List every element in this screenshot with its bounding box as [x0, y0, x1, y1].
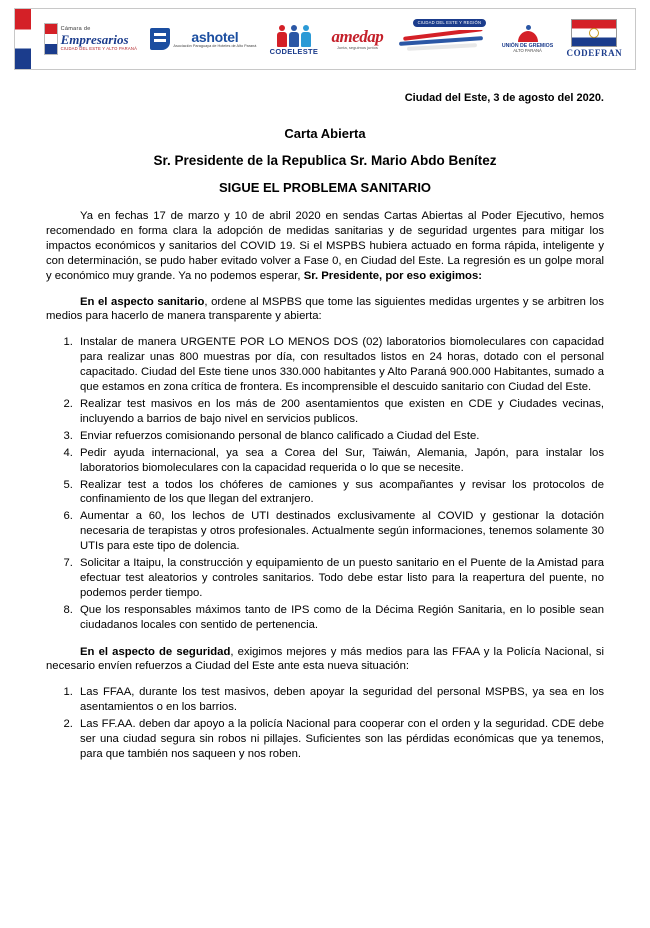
logo-amedap-line1: amedap	[331, 26, 384, 46]
swoosh-icon	[397, 30, 489, 54]
logo-ashotel	[150, 28, 256, 50]
logo-camara-line2: Empresarios	[60, 31, 129, 47]
list-item: 8. Que los responsables máximos tanto de IPS como de la Décima Región Sanitaria, en lo posible sean ciudadanos locales con sentido de pertenencia.	[76, 603, 604, 633]
paraguay-flag-icon	[571, 19, 617, 47]
logo-camara-empresarios	[44, 23, 137, 55]
logo-ashotel-line2: Asociación Paraguaya de Hoteles de Alto Paraná	[173, 44, 257, 49]
list-item: 2. Las FF.AA. deben dar apoyo a la policía Nacional para cooperar con el orden y la seguridad. CDE debe ser una ciudad segura sin robos ni pillajes. Suficientes son las pérdidas económicas que ya tenemos, para que también nos saqueen y nos roben.	[76, 717, 604, 762]
letterhead-banner	[14, 8, 636, 70]
title-block	[46, 126, 604, 195]
section2-lead	[46, 645, 604, 675]
section1-lead	[46, 295, 604, 325]
list-item: 3. Enviar refuerzos comisionando personal de blanco calificado a Ciudad del Este.	[76, 429, 604, 444]
logo-cde-region-line1: CIUDAD DEL ESTE Y REGIÓN	[413, 19, 487, 27]
people-figures-icon	[277, 23, 311, 47]
section1-lead-bold: En el aspecto sanitario	[80, 295, 205, 308]
intro-bold-tail: Sr. Presidente, por eso exigimos:	[303, 269, 482, 282]
section1-list	[46, 335, 604, 632]
intro-text: Ya en fechas 17 de marzo y 10 de abril 2020 en sendas Cartas Abiertas al Poder Ejecutivo, hemos recomendado en forma clara la adopción de medidas sanitarias y de seguridad urgentes para mitigar los impactos económicos y sanitarios del COVID 19. Si el MSPBS hubiera actuado en forma rápida, inteligente y con determinación, se pudo haber evitado volver a Fase 0, en Ciudad del Este. La regresión es un golpe moral y económico muy grande. Ya no podemos esperar,	[46, 210, 604, 282]
list-item: 4. Pedir ayuda internacional, ya sea a Corea del Sur, Taiwán, Alemania, Japón, para instalar los laboratorios biomoleculares con la capacidad requerida o lo que se necesite.	[76, 446, 604, 476]
logo-ashotel-line1: ashotel	[191, 28, 239, 45]
list-item: 5. Realizar test a todos los chóferes de camiones y sus acompañantes y revisar los protocolos de confinamiento de los que llegan del extranjero.	[76, 478, 604, 508]
flag-stripe-decoration	[15, 9, 31, 69]
logo-camara-line1: Cámara de	[60, 26, 91, 33]
logo-camara-line3: CIUDAD DEL ESTE Y ALTO PARANÁ	[60, 45, 138, 51]
logo-amedap	[332, 28, 384, 50]
date-line: Ciudad del Este, 3 de agosto del 2020.	[404, 92, 604, 104]
logo-amedap-line2: Junta, seguimos juntos	[336, 44, 378, 50]
paraguay-flag-icon	[44, 23, 58, 55]
logo-codeleste	[270, 23, 319, 56]
list-item: 1. Las FFAA, durante los test masivos, deben apoyar la seguridad del personal MSPBS, ya sea en los asentamientos o en los barrios.	[76, 685, 604, 715]
logo-row	[31, 9, 635, 69]
section2-lead-rest: , exigimos mejores y más medios para las FFAA y la Policía Nacional, si necesario envíen refuerzos a Ciudad del Este ante esta nueva situación:	[46, 645, 604, 673]
section1-lead-rest: , ordene al MSPBS que tome las siguientes medidas urgentes y se arbitren los medios para hacerlo de manera transparente y abierta:	[46, 295, 604, 323]
section2-lead-bold: En el aspecto de seguridad	[80, 645, 231, 658]
logo-union-line2: ALTO PARANÁ	[513, 48, 542, 54]
intro-paragraph	[46, 209, 604, 284]
logo-codeleste-line1: CODELESTE	[269, 46, 319, 56]
section2-list	[46, 685, 604, 762]
logo-codefran-line1: CODEFRAN	[566, 48, 623, 59]
list-item: 6. Aumentar a 60, los lechos de UTI destinados exclusivamente al COVID y gestionar la dotación necesaria de terapistas y otros profesionales. Actualmente según informaciones, tenemos solamente 30 UTIs para este tipo de dolencia.	[76, 509, 604, 554]
list-item: 2. Realizar test masivos en los más de 200 asentamientos que existen en CDE y Ciudades vecinas, incluyendo a barrios de bajo nivel en servicios publicos.	[76, 397, 604, 427]
list-item: 7. Solicitar a Itaipu, la construcción y equipamiento de un puesto sanitario en el Puente de la Amistad para efectuar test aleatorios y controles sanitarios. Todo debe estar listo para la reapertura del puente, no podemos perder tiempo.	[76, 556, 604, 601]
addressee-title: Sr. Presidente de la Republica Sr. Mario Abdo Benítez	[153, 153, 497, 168]
document-page	[0, 8, 650, 928]
ashotel-mark-icon	[150, 28, 170, 50]
logo-codefran	[566, 19, 622, 58]
logo-union-line1: UNIÓN DE GREMIOS	[501, 42, 554, 49]
page-title: Carta Abierta	[284, 126, 366, 141]
logo-ciudad-del-este-region	[397, 19, 489, 59]
union-symbol-icon	[517, 25, 539, 43]
letter-body	[0, 70, 650, 762]
logo-union-de-gremios	[502, 25, 553, 54]
list-item: 1. Instalar de manera URGENTE POR LO MENOS DOS (02) laboratorios biomoleculares con capacidad para realizar unas 800 muestras por día, con resultados listos en 24 horas, dotado con el personal capacitado. Ciudad del Este tiene unos 330.000 habitantes y Alto Paraná 900.000 Habitantes, sumado a que estamos en zona crítica de frontera. Es incomprensible el descuido sanitario con Ciudad del Este.	[76, 335, 604, 395]
subject-title: SIGUE EL PROBLEMA SANITARIO	[218, 180, 432, 195]
